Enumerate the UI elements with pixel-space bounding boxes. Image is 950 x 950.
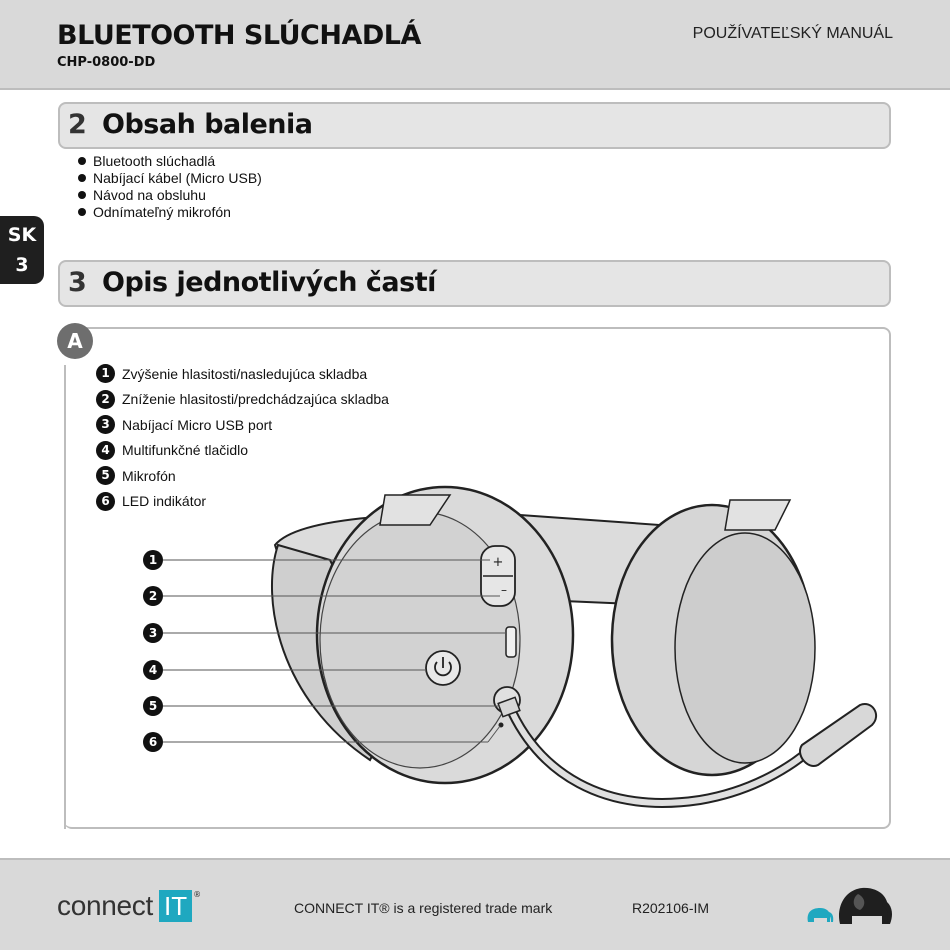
callout-5: 5 — [143, 696, 163, 716]
manual-label: POUŽÍVATEĽSKÝ MANUÁL — [692, 25, 893, 42]
section-number: 3 — [68, 267, 87, 298]
legend-label: Zvýšenie hlasitosti/nasledujúca skladba — [122, 365, 368, 382]
legend-label: LED indikátor — [122, 493, 207, 510]
list-item: Návod na obsluhu — [78, 187, 262, 204]
logo-it-box: IT — [159, 890, 192, 922]
logo-registered-mark: ® — [193, 890, 202, 899]
volume-down-label: – — [501, 583, 507, 597]
document-code: R202106-IM — [632, 900, 710, 916]
volume-up-label: + — [492, 555, 504, 570]
right-earcup-hinge — [725, 500, 790, 530]
legend-number: 1 — [96, 364, 115, 383]
document-title: BLUETOOTH SLÚCHADLÁ — [57, 20, 421, 51]
legend-number: 2 — [96, 390, 115, 409]
legend-number: 4 — [96, 441, 115, 460]
right-earcup-inner — [675, 533, 815, 763]
legend-number: 6 — [96, 492, 115, 511]
microphone-head — [800, 704, 876, 766]
trademark-notice: CONNECT IT® is a registered trade mark — [294, 900, 553, 916]
callout-2: 2 — [143, 586, 163, 606]
callout-6: 6 — [143, 732, 163, 752]
section-title: Opis jednotlivých častí — [102, 267, 436, 298]
section-number: 2 — [68, 109, 87, 140]
callout-1: 1 — [143, 550, 163, 570]
list-item: Bluetooth slúchadlá — [78, 153, 262, 170]
logo-word: connect — [57, 890, 153, 921]
legend-label: Zníženie hlasitosti/predchádzajúca skladba — [122, 391, 389, 408]
connect-it-logo — [57, 890, 201, 922]
legend-label: Nabíjací Micro USB port — [122, 416, 273, 433]
callout-4: 4 — [143, 660, 163, 680]
model-number: CHP-0800-DD — [57, 55, 156, 70]
elephants-icon — [800, 880, 895, 930]
list-item: Nabíjací kábel (Micro USB) — [78, 170, 262, 187]
list-item: Odnímateľný mikrofón — [78, 204, 262, 221]
callout-3: 3 — [143, 623, 163, 643]
language-code: SK — [7, 224, 37, 246]
page-number: 3 — [15, 254, 29, 276]
section-title: Obsah balenia — [102, 109, 313, 140]
usb-port — [506, 627, 516, 657]
legend-label: Multifunkčné tlačidlo — [122, 442, 249, 459]
legend-number: 3 — [96, 415, 115, 434]
legend-number: 5 — [96, 466, 115, 485]
legend-label: Mikrofón — [122, 467, 176, 484]
diagram-badge: A — [57, 323, 93, 359]
page-footer — [0, 858, 950, 950]
